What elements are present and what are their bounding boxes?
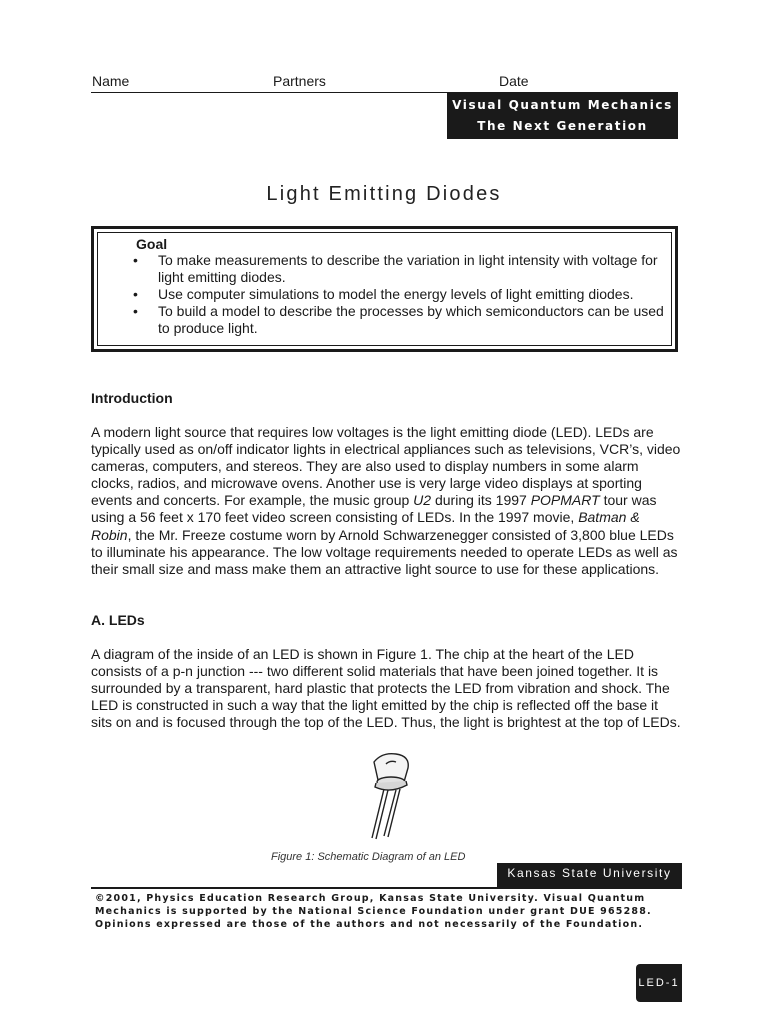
goal-item-text: To build a model to describe the processes by which semiconductors can be used to produce light. bbox=[158, 303, 664, 336]
partners-label: Partners bbox=[273, 73, 326, 89]
university-banner: Kansas State University bbox=[497, 863, 682, 889]
intro-text: A modern light source that requires low voltages is the light emitting diode (LED). LEDs are typically used as on/off indicator lights in electrical appliances such as televisions, VCR’s, video cameras, computers, and stereos. They are also used to display numbers in some alarm clocks, radios, and microwave ovens. Another use is very large video displays at sporting events and concerts. For example, the music group bbox=[91, 424, 681, 509]
section-a-heading: A. LEDs bbox=[91, 612, 145, 628]
bullet: • bbox=[133, 252, 138, 268]
introduction-heading: Introduction bbox=[91, 390, 173, 406]
intro-text: tour was using a 56 feet x 170 feet video screen consisting of LEDs. In the 1997 movie, bbox=[91, 492, 657, 526]
date-label: Date bbox=[499, 73, 529, 89]
bullet: • bbox=[133, 303, 138, 319]
introduction-paragraph bbox=[91, 424, 681, 578]
page-number: LED-1 bbox=[636, 964, 682, 1002]
goal-list bbox=[133, 252, 673, 337]
goal-item-text: Use computer simulations to model the energy levels of light emitting diodes. bbox=[158, 286, 634, 302]
goal-item bbox=[133, 286, 673, 303]
goal-item bbox=[133, 252, 673, 286]
goal-item-text: To make measurements to describe the variation in light intensity with voltage for light emitting diodes. bbox=[158, 252, 658, 285]
goal-heading: Goal bbox=[136, 236, 168, 252]
section-a-paragraph: A diagram of the inside of an LED is shown in Figure 1. The chip at the heart of the LED consists of a p-n junction --- two different solid materials that have been joined together. It is surrounded by a transparent, hard plastic that protects the LED from vibration and shock. The LED is constructed in such a way that the light emitted by the chip is reflected off the base it sits on and is focused through the top of the LED. Thus, the light is brightest at the top of LEDs. bbox=[91, 646, 681, 731]
intro-movie-name: Batman & Robin bbox=[91, 509, 640, 543]
intro-tour-name: POPMART bbox=[530, 492, 600, 509]
intro-text: during its 1997 bbox=[431, 492, 531, 509]
name-label: Name bbox=[92, 73, 130, 89]
bullet: • bbox=[133, 286, 138, 302]
series-title: Visual Quantum Mechanics bbox=[452, 98, 673, 112]
intro-band-name: U2 bbox=[413, 492, 432, 509]
figure-caption: Figure 1: Schematic Diagram of an LED bbox=[271, 851, 466, 863]
copyright-notice: ©2001, Physics Education Research Group, Kansas State University. Visual Quantum Mechanics is supported by the National Science Foundation under grant DUE 965288. Opinions expressed are those of the authors and not necessarily of the Foundation. bbox=[95, 893, 652, 930]
footer-rule bbox=[91, 887, 682, 889]
goal-item bbox=[133, 303, 673, 337]
page-title: Light Emitting Diodes bbox=[266, 183, 502, 205]
series-subtitle: The Next Generation bbox=[477, 119, 648, 133]
series-banner bbox=[447, 93, 678, 139]
intro-text: , the Mr. Freeze costume worn by Arnold Schwarzenegger consisted of 3,800 blue LEDs to illuminate his appearance. The low voltage requirements needed to operate LEDs as well as their small size and mass make them an attractive light source to use for these applications. bbox=[91, 526, 678, 577]
led-figure bbox=[360, 750, 430, 842]
